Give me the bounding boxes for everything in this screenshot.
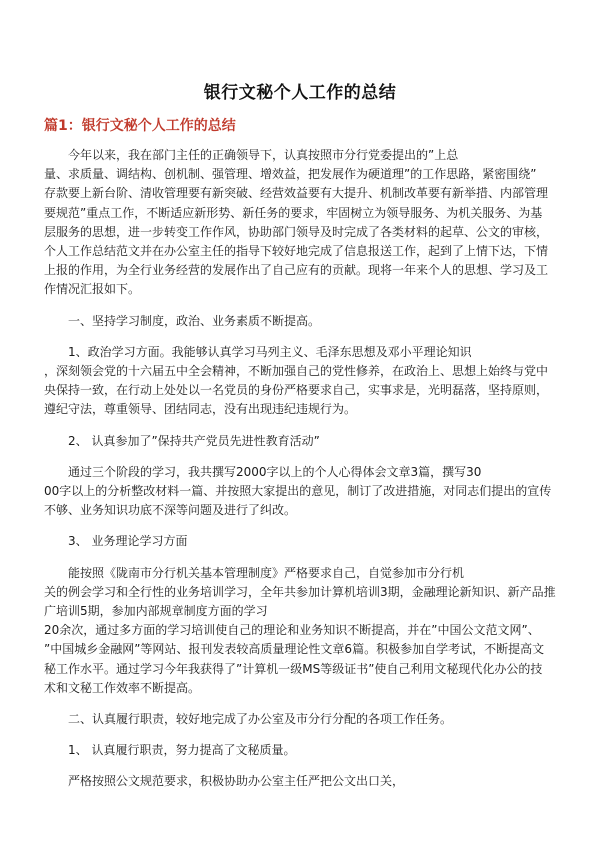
text-line: 央保持一致，在行动上处处以一名党员的身份严格要求自己，实事求是，光明磊落，坚持原则， — [44, 383, 549, 398]
text-line: 1、 认真履行职责，努力提高了文秘质量。 — [44, 743, 296, 758]
document-body — [44, 146, 559, 804]
text-line: 3、 业务理论学习方面 — [44, 534, 188, 549]
text-line: 不够、业务知识功底不深等问题及进行了纠改。 — [44, 503, 297, 518]
text-line: 严格按照公文规范要求，积极协助办公室主任严把公文出口关， — [44, 774, 405, 789]
text-line: 秘工作水平。通过学习今年我获得了”计算机一级MS等级证书”使自己利用文秘现代化办公的技 — [44, 661, 543, 676]
text-line: 量、求质量、调结构、创机制、强管理、增效益，把发展作为硬道理”的工作思路，紧密围绕” — [44, 167, 537, 182]
text-line: 20余次，通过多方面的学习培训使自己的理论和业务知识不断提高，并在”中国公文范文网”、 — [44, 623, 540, 638]
section-heading: 篇1：银行文秘个人工作的总结 — [44, 118, 236, 134]
text-line: 上报的作用，为全行业务经营的发展作出了自己应有的贡献。现将一年来个人的思想、学习及工 — [44, 263, 549, 278]
paragraph — [44, 463, 559, 521]
text-line: 二、认真履行职责，较好地完成了办公室及市分行分配的各项工作任务。 — [44, 712, 453, 727]
text-line: 要规范”重点工作，不断适应新形势、新任务的要求，牢固树立为领导服务、为机关服务、为基 — [44, 205, 543, 220]
paragraph — [44, 312, 559, 331]
text-line: 能按照《陇南市分行机关基本管理制度》严格要求自己，自觉参加市分行机 — [44, 565, 465, 580]
text-line: 遵纪守法，尊重领导、团结同志，没有出现违纪违规行为。 — [44, 402, 357, 417]
text-line: 关的例会学习和全行性的业务培训学习，全年共参加计算机培训3期，金融理论新知识、新产品推 — [44, 584, 556, 599]
paragraph — [44, 146, 559, 300]
paragraph — [44, 432, 559, 451]
text-line: 作情况汇报如下。 — [44, 282, 141, 297]
text-line: 层服务的思想，进一步转变工作作风，协助部门领导及时完成了各类材料的起草、公文的审核， — [44, 224, 549, 239]
paragraph — [44, 710, 559, 729]
document-title: 银行文秘个人工作的总结 — [203, 83, 397, 103]
text-line: 1、政治学习方面。我能够认真学习马列主义、毛泽东思想及邓小平理论知识 — [44, 344, 472, 359]
text-line: 术和文秘工作效率不断提高。 — [44, 680, 201, 695]
text-line: 今年以来，我在部门主任的正确领导下，认真按照市分行党委提出的”上总 — [44, 148, 459, 162]
text-line: 通过三个阶段的学习，我共撰写2000字以上的个人心得体会文章3篇，撰写30 — [44, 464, 482, 479]
text-line: 个人工作总结范文并在办公室主任的指导下较好地完成了信息报送工作，起到了上情下达，下情 — [44, 244, 549, 259]
paragraph — [44, 772, 559, 791]
text-line: ”中国城乡金融网”等网站、报刊发表较高质量理论性文章6篇。积极参加自学考试，不断提高文 — [44, 642, 545, 657]
text-line: 一、坚持学习制度，政治、业务素质不断提高。 — [44, 313, 321, 328]
text-line: 存款要上新台阶、清收管理要有新突破、经营效益要有大提升、机制改革要有新举措、内部管理 — [44, 186, 549, 201]
text-line: ，深刻领会党的十六届五中全会精神，不断加强自己的党性修养，在政治上、思想上始终与党中 — [44, 364, 549, 379]
paragraph — [44, 532, 559, 551]
paragraph — [44, 564, 559, 698]
paragraph — [44, 741, 559, 760]
paragraph — [44, 343, 559, 420]
text-line: 00字以上的分析整改材料一篇、并按照大家提出的意见，制订了改进措施，对同志们提出的宣传 — [44, 484, 552, 499]
text-line: 2、 认真参加了”保持共产党员先进性教育活动” — [44, 433, 320, 448]
text-line: 广培训5期，参加内部规章制度方面的学习 — [44, 604, 268, 619]
